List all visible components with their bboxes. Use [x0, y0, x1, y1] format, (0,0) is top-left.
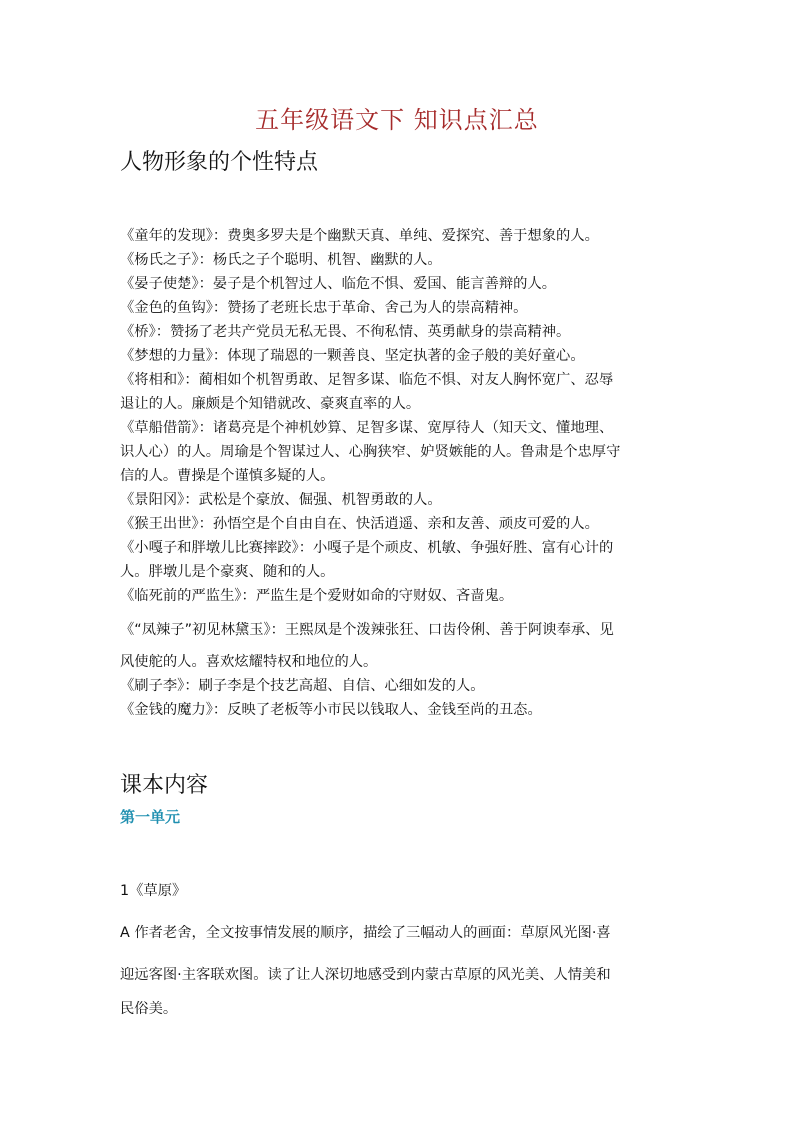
text-line: 《草船借箭》：诸葛亮是个神机妙算、足智多谋、宽厚待人（知天文、懂地理、 — [120, 420, 614, 436]
document-title: 五年级语文下 知识点汇总 — [255, 106, 539, 134]
lesson-title: 1《草原》 — [120, 883, 187, 899]
text-line: 风使舵的人。喜欢炫耀特权和地位的人。 — [120, 654, 378, 670]
text-line: 《桥》：赞扬了老共产党员无私无畏、不徇私情、英勇献身的崇高精神。 — [120, 324, 571, 340]
text-line: 《童年的发现》：费奥多罗夫是个幽默天真、单纯、爱探究、善于想象的人。 — [120, 228, 599, 244]
text-line: 《景阳冈》：武松是个豪放、倔强、机智勇敢的人。 — [120, 492, 442, 508]
unit-label: 第一单元 — [120, 808, 181, 826]
text-line: 《晏子使楚》：晏子是个机智过人、临危不惧、爱国、能言善辩的人。 — [120, 276, 557, 292]
text-line: 退让的人。廉颇是个知错就改、豪爽直率的人。 — [120, 396, 421, 412]
section-heading-textbook-content: 课本内容 — [120, 773, 209, 798]
paragraph-line: 迎远客图·主客联欢图。读了让人深切地感受到内蒙古草原的风光美、人情美和 — [120, 967, 611, 983]
text-line: 人。胖墩儿是个豪爽、随和的人。 — [120, 564, 335, 580]
text-line: 《小嘎子和胖墩儿比赛摔跤》：小嘎子是个顽皮、机敏、争强好胜、富有心计的 — [120, 540, 614, 556]
text-line: 《临死前的严监生》：严监生是个爱财如命的守财奴、吝啬鬼。 — [120, 588, 514, 604]
text-line: 《杨氏之子》：杨氏之子个聪明、机智、幽默的人。 — [120, 252, 442, 268]
text-line: 《猴王出世》：孙悟空是个自由自在、快活逍遥、亲和友善、顽皮可爱的人。 — [120, 516, 599, 532]
paragraph-line: 民俗美。 — [120, 1001, 178, 1017]
text-line: 《梦想的力量》：体现了瑞恩的一颗善良、坚定执著的金子般的美好童心。 — [120, 348, 585, 364]
text-line: 信的人。曹操是个谨慎多疑的人。 — [120, 468, 335, 484]
text-line: 《将相和》：蔺相如个机智勇敢、足智多谋、临危不惧、对友人胸怀宽广、忍辱 — [120, 372, 614, 388]
paragraph-line: A 作者老舍，全文按事情发展的顺序，描绘了三幅动人的画面：草原风光图·喜 — [120, 925, 611, 941]
section-heading-character-traits: 人物形象的个性特点 — [120, 150, 319, 175]
text-line: 识人心）的人。周瑜是个智谋过人、心胸狭窄、妒贤嫉能的人。鲁肃是个忠厚守 — [120, 444, 621, 460]
text-line: 《刷子李》：刷子李是个技艺高超、自信、心细如发的人。 — [120, 678, 485, 694]
text-line: 《“凤辣子”初见林黛玉》：王熙凤是个泼辣张狂、口齿伶俐、善于阿谀奉承、见 — [120, 622, 614, 638]
text-line: 《金色的鱼钩》：赞扬了老班长忠于革命、舍己为人的崇高精神。 — [120, 300, 528, 316]
text-line: 《金钱的魔力》：反映了老板等小市民以钱取人、金钱至尚的丑态。 — [120, 702, 542, 718]
